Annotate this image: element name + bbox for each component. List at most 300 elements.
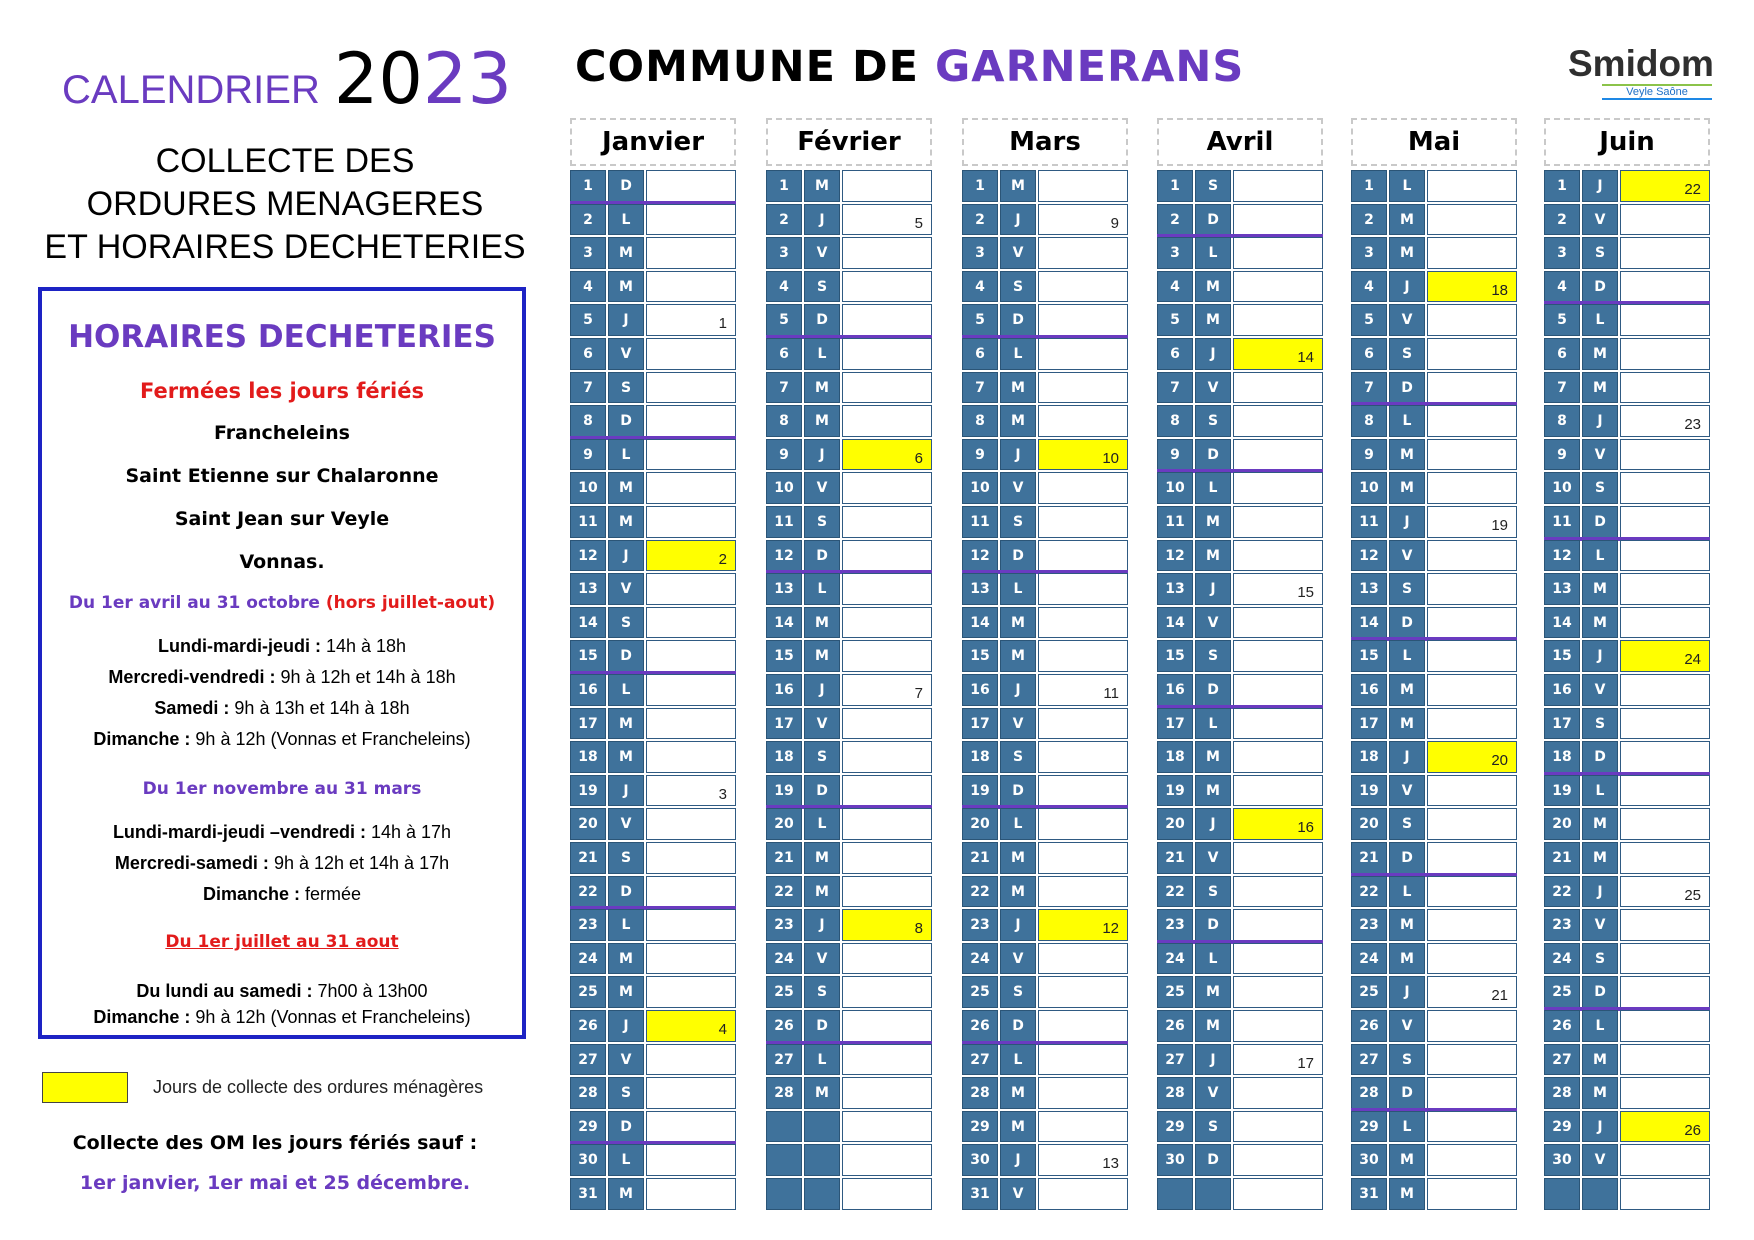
- day-number: 12: [1157, 540, 1193, 572]
- day-number: 24: [766, 943, 802, 975]
- day-number: 27: [766, 1044, 802, 1076]
- day-number: 19: [766, 775, 802, 807]
- collection-cell: [1427, 909, 1517, 941]
- day-number: 27: [1544, 1044, 1580, 1076]
- collection-cell: [1038, 405, 1128, 437]
- day-weekday: J: [804, 674, 840, 706]
- day-weekday: V: [804, 472, 840, 504]
- day-number: 26: [570, 1010, 606, 1042]
- day-weekday: M: [608, 708, 644, 740]
- collection-cell: [1620, 808, 1710, 840]
- day-weekday: S: [608, 842, 644, 874]
- day-number: 4: [1351, 271, 1387, 303]
- day-weekday: V: [1000, 1178, 1036, 1210]
- day-weekday: J: [1582, 170, 1618, 202]
- line-label: Lundi-mardi-jeudi :: [157, 636, 321, 656]
- day-number: 1: [570, 170, 606, 202]
- day-number: 24: [1351, 943, 1387, 975]
- collection-cell: [1427, 876, 1517, 908]
- day-weekday: S: [1000, 741, 1036, 773]
- collection-cell: [1233, 1111, 1323, 1143]
- collection-cell: [1038, 976, 1128, 1008]
- day-number: 17: [962, 708, 998, 740]
- day-number: [766, 1178, 802, 1210]
- day-weekday: J: [1389, 741, 1425, 773]
- collection-cell: [1620, 1178, 1710, 1210]
- day-weekday: D: [1195, 439, 1231, 471]
- collection-cell: [1233, 1178, 1323, 1210]
- collection-cell: [1620, 741, 1710, 773]
- collection-cell: [1038, 842, 1128, 874]
- day-weekday: S: [1389, 573, 1425, 605]
- collection-cell: 23: [1620, 405, 1710, 437]
- day-weekday: M: [1389, 439, 1425, 471]
- collection-cell: [1427, 237, 1517, 269]
- line-label: Mercredi-vendredi :: [108, 667, 276, 687]
- day-number: 19: [1544, 775, 1580, 807]
- day-weekday: M: [1389, 943, 1425, 975]
- day-weekday: M: [804, 170, 840, 202]
- day-number: 22: [570, 876, 606, 908]
- collection-cell: [842, 607, 932, 639]
- horaires-title: HORAIRES DECHETERIES: [68, 319, 496, 355]
- day-number: 13: [1351, 573, 1387, 605]
- collection-cell: 20: [1427, 741, 1517, 773]
- month-header: Mars: [962, 118, 1128, 166]
- collection-cell: [1427, 943, 1517, 975]
- day-number: 1: [1544, 170, 1580, 202]
- day-weekday: M: [608, 237, 644, 269]
- day-number: 8: [1351, 405, 1387, 437]
- day-weekday: M: [1000, 1077, 1036, 1109]
- day-weekday: M: [1389, 1178, 1425, 1210]
- day-number: 7: [1351, 372, 1387, 404]
- day-weekday: M: [1389, 1144, 1425, 1176]
- day-weekday: V: [1000, 708, 1036, 740]
- collecte-line-2: ORDURES MENAGERES: [86, 185, 484, 223]
- day-weekday: V: [1000, 943, 1036, 975]
- collection-cell: [1620, 204, 1710, 236]
- day-number: 12: [962, 540, 998, 572]
- day-number: 21: [1544, 842, 1580, 874]
- collection-cell: [1233, 876, 1323, 908]
- day-number: 20: [1157, 808, 1193, 840]
- collection-cell: [646, 708, 736, 740]
- day-weekday: [804, 1178, 840, 1210]
- collection-cell: [1620, 506, 1710, 538]
- collection-cell: [646, 338, 736, 370]
- day-weekday: M: [804, 372, 840, 404]
- day-weekday: L: [1582, 304, 1618, 336]
- collection-cell: [842, 943, 932, 975]
- day-number: 8: [1544, 405, 1580, 437]
- line-label: Lundi-mardi-jeudi –vendredi :: [112, 822, 366, 842]
- smidom-logo: [1568, 44, 1718, 100]
- day-number: 24: [570, 943, 606, 975]
- day-weekday: M: [1195, 976, 1231, 1008]
- collection-cell: [842, 170, 932, 202]
- day-number: 6: [570, 338, 606, 370]
- collection-cell: [1038, 1044, 1128, 1076]
- collection-cell: 1: [646, 304, 736, 336]
- period3-line-2: [42, 1007, 522, 1028]
- day-number: 9: [1157, 439, 1193, 471]
- day-number: 12: [570, 540, 606, 572]
- day-number: 26: [962, 1010, 998, 1042]
- day-weekday: J: [1582, 1111, 1618, 1143]
- day-number: 23: [570, 909, 606, 941]
- day-number: 9: [1351, 439, 1387, 471]
- day-number: 7: [570, 372, 606, 404]
- day-weekday: J: [804, 909, 840, 941]
- om-holiday-title: Collecte des OM les jours fériés sauf :: [72, 1132, 478, 1154]
- collection-cell: [646, 170, 736, 202]
- day-weekday: S: [1195, 405, 1231, 437]
- collection-cell: [1620, 237, 1710, 269]
- day-weekday: L: [1195, 237, 1231, 269]
- collection-cell: 6: [842, 439, 932, 471]
- day-number: 3: [962, 237, 998, 269]
- collection-cell: [1233, 1144, 1323, 1176]
- collection-cell: 16: [1233, 808, 1323, 840]
- period3-title: Du 1er juillet au 31 aout: [165, 932, 399, 952]
- day-weekday: L: [1000, 573, 1036, 605]
- day-number: 23: [1157, 909, 1193, 941]
- day-number: 1: [766, 170, 802, 202]
- day-weekday: D: [1389, 1077, 1425, 1109]
- day-weekday: S: [804, 506, 840, 538]
- collection-cell: 21: [1427, 976, 1517, 1008]
- day-number: 9: [766, 439, 802, 471]
- day-weekday: M: [1582, 338, 1618, 370]
- day-weekday: D: [804, 775, 840, 807]
- period1-line-2: [42, 667, 522, 688]
- collection-cell: [1233, 170, 1323, 202]
- period3-line-1: [42, 981, 522, 1002]
- day-weekday: L: [804, 573, 840, 605]
- day-number: 28: [1157, 1077, 1193, 1109]
- collection-cell: [1427, 775, 1517, 807]
- collection-cell: [1620, 674, 1710, 706]
- line-value: 9h à 12h (Vonnas et Francheleins): [190, 729, 471, 749]
- day-weekday: L: [1582, 1010, 1618, 1042]
- day-number: 9: [570, 439, 606, 471]
- collection-cell: 25: [1620, 876, 1710, 908]
- day-number: 28: [962, 1077, 998, 1109]
- collection-cell: [1620, 304, 1710, 336]
- day-weekday: S: [1389, 1044, 1425, 1076]
- day-weekday: V: [804, 943, 840, 975]
- day-number: 26: [1351, 1010, 1387, 1042]
- day-weekday: S: [1000, 271, 1036, 303]
- day-weekday: J: [1000, 1144, 1036, 1176]
- day-number: 20: [1351, 808, 1387, 840]
- day-number: 8: [1157, 405, 1193, 437]
- collection-cell: [1233, 1010, 1323, 1042]
- day-weekday: M: [1195, 775, 1231, 807]
- day-weekday: M: [1000, 607, 1036, 639]
- day-weekday: S: [608, 1077, 644, 1109]
- day-weekday: L: [1389, 1111, 1425, 1143]
- day-weekday: L: [608, 439, 644, 471]
- day-weekday: L: [1389, 876, 1425, 908]
- day-number: 30: [1157, 1144, 1193, 1176]
- line-value: 7h00 à 13h00: [312, 981, 428, 1001]
- day-weekday: L: [1000, 808, 1036, 840]
- place-4: Vonnas.: [239, 551, 325, 573]
- period1-line-3: [42, 698, 522, 719]
- day-weekday: M: [1000, 170, 1036, 202]
- collection-cell: [1620, 842, 1710, 874]
- day-weekday: D: [804, 1010, 840, 1042]
- line-value: 9h à 12h et 14h à 18h: [275, 667, 456, 687]
- day-number: 27: [962, 1044, 998, 1076]
- day-weekday: [1195, 1178, 1231, 1210]
- day-number: 25: [570, 976, 606, 1008]
- period1-line-1: [42, 636, 522, 657]
- collection-cell: [1233, 909, 1323, 941]
- collection-cell: [646, 439, 736, 471]
- collection-cell: [1427, 204, 1517, 236]
- day-number: 22: [766, 876, 802, 908]
- day-weekday: V: [608, 338, 644, 370]
- day-weekday: M: [804, 640, 840, 672]
- collection-cell: [646, 674, 736, 706]
- collection-cell: [646, 976, 736, 1008]
- day-weekday: D: [1195, 1144, 1231, 1176]
- collection-cell: [842, 1077, 932, 1109]
- day-number: 8: [570, 405, 606, 437]
- collection-cell: [1038, 237, 1128, 269]
- day-number: 5: [1157, 304, 1193, 336]
- day-number: 3: [766, 237, 802, 269]
- collection-cell: [1038, 338, 1128, 370]
- day-number: 3: [1544, 237, 1580, 269]
- day-number: 2: [570, 204, 606, 236]
- day-number: 14: [962, 607, 998, 639]
- day-number: 16: [1351, 674, 1387, 706]
- day-weekday: L: [1389, 405, 1425, 437]
- day-weekday: M: [804, 1077, 840, 1109]
- day-weekday: S: [1195, 170, 1231, 202]
- day-number: 16: [766, 674, 802, 706]
- day-number: 7: [1544, 372, 1580, 404]
- day-number: 30: [1544, 1144, 1580, 1176]
- period2-line-2: [42, 853, 522, 874]
- collection-cell: [1233, 439, 1323, 471]
- day-number: 20: [1544, 808, 1580, 840]
- day-weekday: L: [1000, 1044, 1036, 1076]
- day-weekday: [1582, 1178, 1618, 1210]
- day-weekday: D: [804, 540, 840, 572]
- day-weekday: J: [1389, 976, 1425, 1008]
- collection-cell: [842, 405, 932, 437]
- year-part2: 23: [422, 38, 512, 120]
- day-weekday: V: [1389, 775, 1425, 807]
- day-number: 19: [1157, 775, 1193, 807]
- collection-cell: [842, 1178, 932, 1210]
- day-number: 15: [766, 640, 802, 672]
- collection-cell: [1038, 1010, 1128, 1042]
- collection-cell: [646, 943, 736, 975]
- day-number: 16: [962, 674, 998, 706]
- day-weekday: M: [1389, 674, 1425, 706]
- collection-cell: [646, 271, 736, 303]
- day-weekday: S: [1582, 237, 1618, 269]
- day-weekday: J: [608, 775, 644, 807]
- collection-cell: [1427, 808, 1517, 840]
- day-number: 6: [1351, 338, 1387, 370]
- day-weekday: D: [1389, 607, 1425, 639]
- day-weekday: D: [608, 640, 644, 672]
- commune-prefix: COMMUNE DE: [575, 42, 920, 92]
- line-value: 9h à 12h (Vonnas et Francheleins): [190, 1007, 471, 1027]
- day-number: 28: [766, 1077, 802, 1109]
- day-number: 10: [962, 472, 998, 504]
- collection-cell: [646, 640, 736, 672]
- day-number: 6: [962, 338, 998, 370]
- day-number: 14: [1157, 607, 1193, 639]
- collection-cell: 22: [1620, 170, 1710, 202]
- line-label: Dimanche :: [93, 729, 191, 749]
- day-number: 7: [962, 372, 998, 404]
- day-weekday: M: [1582, 1044, 1618, 1076]
- day-weekday: J: [804, 204, 840, 236]
- day-number: 13: [570, 573, 606, 605]
- collection-cell: [1233, 472, 1323, 504]
- collection-cell: [1620, 943, 1710, 975]
- day-number: 25: [962, 976, 998, 1008]
- collection-cell: 26: [1620, 1111, 1710, 1143]
- collection-cell: [646, 1178, 736, 1210]
- collection-cell: [646, 1144, 736, 1176]
- day-weekday: L: [1582, 540, 1618, 572]
- collection-cell: [1620, 338, 1710, 370]
- day-weekday: M: [1389, 708, 1425, 740]
- day-weekday: M: [1582, 1077, 1618, 1109]
- day-weekday: L: [804, 1044, 840, 1076]
- day-weekday: V: [608, 808, 644, 840]
- day-weekday: M: [608, 741, 644, 773]
- collection-cell: [1427, 573, 1517, 605]
- day-weekday: [804, 1144, 840, 1176]
- collection-cell: [1427, 842, 1517, 874]
- collection-cell: [646, 1044, 736, 1076]
- day-weekday: L: [1582, 775, 1618, 807]
- day-weekday: D: [1195, 909, 1231, 941]
- collection-cell: [1427, 304, 1517, 336]
- collection-cell: [1620, 372, 1710, 404]
- day-weekday: L: [1389, 640, 1425, 672]
- day-number: 18: [766, 741, 802, 773]
- collection-cell: [1427, 1010, 1517, 1042]
- collection-cell: [1233, 271, 1323, 303]
- day-number: 4: [766, 271, 802, 303]
- collection-cell: [1620, 439, 1710, 471]
- collection-cell: [1038, 808, 1128, 840]
- collection-cell: [842, 775, 932, 807]
- day-number: 10: [1544, 472, 1580, 504]
- commune-name: GARNERANS: [935, 42, 1245, 92]
- day-number: 18: [1157, 741, 1193, 773]
- collection-cell: [1038, 1111, 1128, 1143]
- day-number: 13: [766, 573, 802, 605]
- day-number: 2: [962, 204, 998, 236]
- day-number: 18: [962, 741, 998, 773]
- day-weekday: V: [1582, 1144, 1618, 1176]
- day-number: 20: [962, 808, 998, 840]
- collection-cell: [1427, 607, 1517, 639]
- day-weekday: V: [1582, 909, 1618, 941]
- collection-cell: [1038, 607, 1128, 639]
- line-value: 9h à 12h et 14h à 17h: [268, 853, 450, 873]
- day-number: 17: [766, 708, 802, 740]
- day-weekday: D: [1195, 674, 1231, 706]
- day-number: 5: [766, 304, 802, 336]
- collection-cell: [1233, 674, 1323, 706]
- day-weekday: J: [1000, 909, 1036, 941]
- day-number: 20: [570, 808, 606, 840]
- day-number: 25: [1157, 976, 1193, 1008]
- day-weekday: M: [608, 506, 644, 538]
- day-number: 19: [570, 775, 606, 807]
- day-number: 17: [570, 708, 606, 740]
- collection-cell: [842, 304, 932, 336]
- day-number: 7: [1157, 372, 1193, 404]
- day-number: 26: [1544, 1010, 1580, 1042]
- collection-cell: [646, 405, 736, 437]
- collection-cell: 11: [1038, 674, 1128, 706]
- collection-cell: [1427, 338, 1517, 370]
- day-weekday: [804, 1111, 840, 1143]
- day-number: 29: [1157, 1111, 1193, 1143]
- day-number: 18: [1351, 741, 1387, 773]
- collection-cell: [1620, 271, 1710, 303]
- collection-cell: [1427, 439, 1517, 471]
- collection-cell: [1427, 1077, 1517, 1109]
- place-1: Francheleins: [214, 422, 350, 444]
- day-number: 19: [962, 775, 998, 807]
- day-number: 31: [570, 1178, 606, 1210]
- day-weekday: J: [1195, 808, 1231, 840]
- day-weekday: V: [608, 573, 644, 605]
- collecte-title: [30, 140, 540, 269]
- calendar-title: [62, 38, 512, 120]
- day-number: 1: [1351, 170, 1387, 202]
- closed-notice: Fermées les jours fériés: [140, 379, 424, 403]
- day-number: 16: [1544, 674, 1580, 706]
- day-number: 16: [570, 674, 606, 706]
- day-weekday: V: [1582, 674, 1618, 706]
- day-weekday: M: [1582, 607, 1618, 639]
- day-weekday: D: [1000, 775, 1036, 807]
- day-weekday: L: [608, 909, 644, 941]
- collection-cell: [1233, 976, 1323, 1008]
- day-weekday: S: [804, 976, 840, 1008]
- day-number: [766, 1111, 802, 1143]
- day-weekday: J: [608, 1010, 644, 1042]
- day-weekday: J: [1582, 405, 1618, 437]
- collection-cell: [1038, 372, 1128, 404]
- day-weekday: S: [1195, 640, 1231, 672]
- day-weekday: J: [1195, 573, 1231, 605]
- day-weekday: M: [608, 271, 644, 303]
- day-number: 9: [962, 439, 998, 471]
- day-weekday: L: [1000, 338, 1036, 370]
- day-number: 21: [1351, 842, 1387, 874]
- collection-cell: [1620, 909, 1710, 941]
- collection-cell: [1233, 741, 1323, 773]
